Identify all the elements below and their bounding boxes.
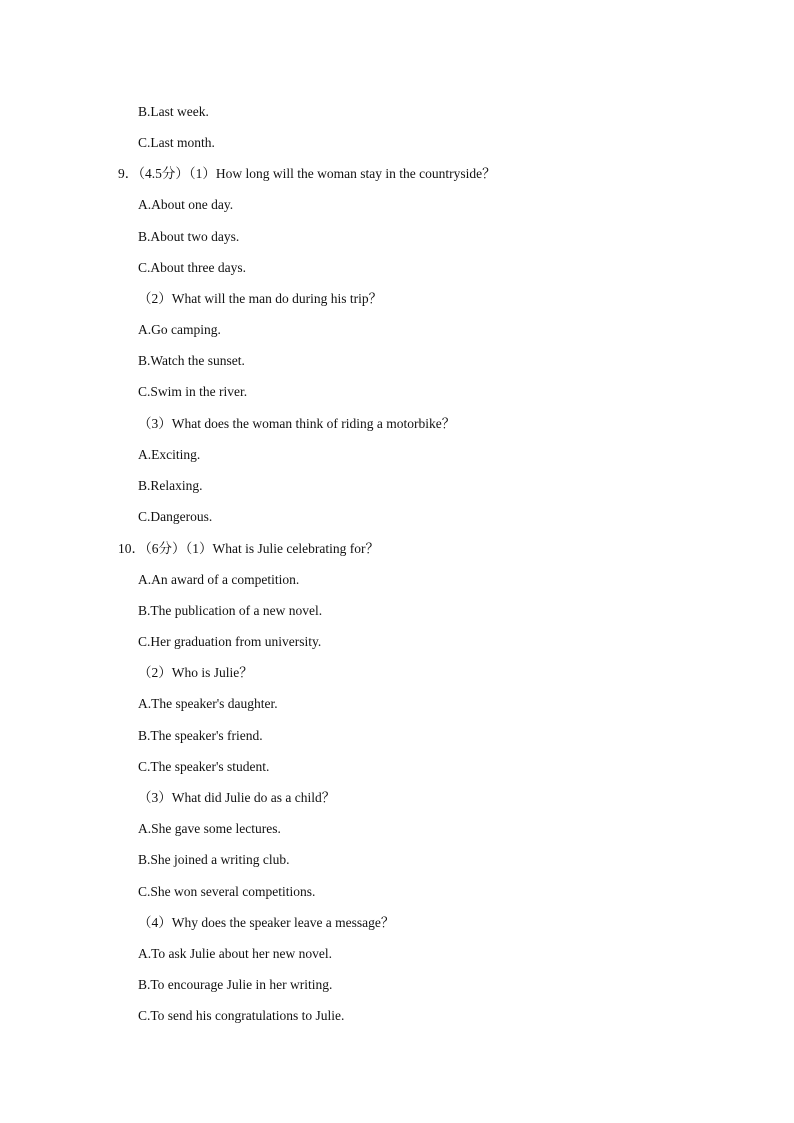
- q10-header: 10．（6分）（1）What is Julie celebrating for？: [118, 541, 379, 556]
- q9-2-option-b: B.Watch the sunset.: [138, 353, 245, 368]
- q8-option-c: C.Last month.: [138, 135, 215, 150]
- q8-option-b: B.Last week.: [138, 104, 209, 119]
- q10-3-option-c: C.She won several competitions.: [138, 884, 316, 899]
- q10-1-option-a: A.An award of a competition.: [138, 572, 300, 587]
- q9-1-option-a: A.About one day.: [138, 197, 234, 212]
- q10-4-option-b: B.To encourage Julie in her writing.: [138, 977, 333, 992]
- q9-2-option-a: A.Go camping.: [138, 322, 221, 337]
- q9-2-option-c: C.Swim in the river.: [138, 384, 248, 399]
- q9-1-option-c: C.About three days.: [138, 260, 246, 275]
- q10-1-option-c: C.Her graduation from university.: [138, 634, 322, 649]
- q10-3-option-a: A.She gave some lectures.: [138, 821, 281, 836]
- q10-2-option-b: B.The speaker's friend.: [138, 728, 263, 743]
- q9-3-option-c: C.Dangerous.: [138, 509, 213, 524]
- q10-4-question: （4）Why does the speaker leave a message？: [138, 915, 395, 930]
- q10-1-option-b: B.The publication of a new novel.: [138, 603, 323, 618]
- q10-3-option-b: B.She joined a writing club.: [138, 852, 290, 867]
- q9-3-option-b: B.Relaxing.: [138, 478, 203, 493]
- q9-header: 9．（4.5分）（1）How long will the woman stay in the countryside？: [118, 166, 496, 181]
- q9-1-option-b: B.About two days.: [138, 229, 240, 244]
- q9-3-option-a: A.Exciting.: [138, 447, 201, 462]
- q10-2-option-c: C.The speaker's student.: [138, 759, 270, 774]
- q9-3-question: （3）What does the woman think of riding a motorbike？: [138, 416, 456, 431]
- q9-2-question: （2）What will the man do during his trip？: [138, 291, 383, 306]
- q10-2-question: （2）Who is Julie？: [138, 665, 253, 680]
- q10-3-question: （3）What did Julie do as a child？: [138, 790, 336, 805]
- q10-4-option-a: A.To ask Julie about her new novel.: [138, 946, 333, 961]
- q10-4-option-c: C.To send his congratulations to Julie.: [138, 1008, 345, 1023]
- q10-2-option-a: A.The speaker's daughter.: [138, 696, 278, 711]
